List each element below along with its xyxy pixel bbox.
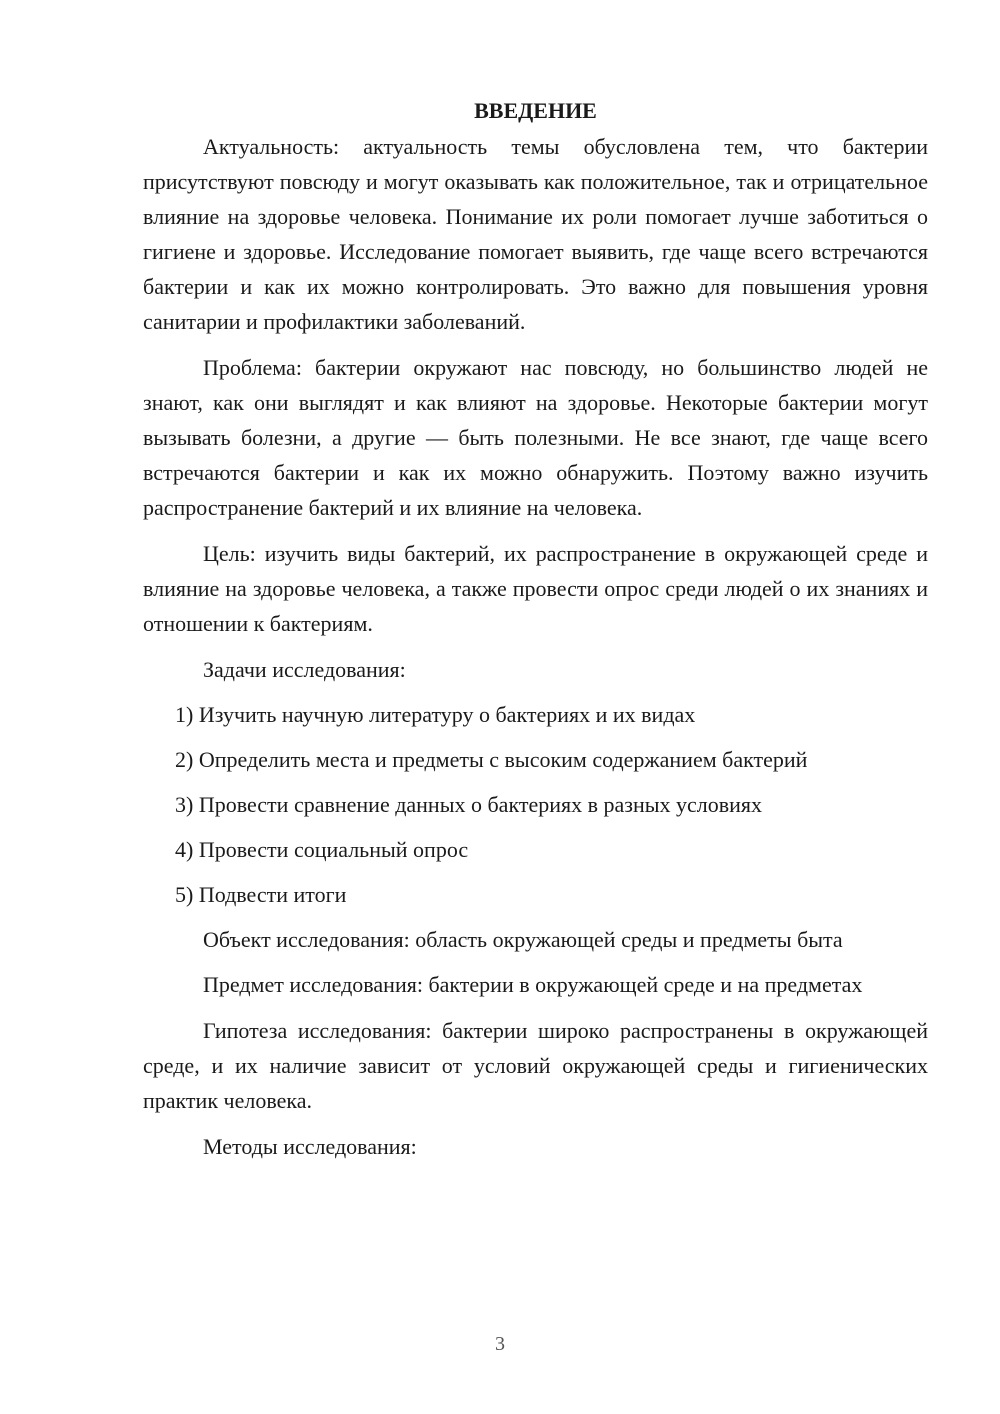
task-item: 1) Изучить научную литературу о бактериях и их видах bbox=[175, 702, 696, 727]
object-line: Объект исследования: область окружающей среды и предметы быта bbox=[203, 927, 843, 952]
hypothesis-paragraph: Гипотеза исследования: бактерии широко распространены в окружающей среде, и их наличие зависит от условий окружающей среды и гигиенических практик человека. bbox=[143, 1018, 928, 1113]
task-item: 2) Определить места и предметы с высоким содержанием бактерий bbox=[175, 747, 808, 772]
page-number: 3 bbox=[495, 1333, 505, 1355]
document-page bbox=[143, 93, 928, 1174]
subject-paragraph: Предмет исследования: бактерии в окружающей среде и на предметах bbox=[203, 972, 863, 997]
task-item: 5) Подвести итоги bbox=[175, 882, 347, 907]
task-item: 3) Провести сравнение данных о бактериях в разных условиях bbox=[175, 792, 763, 817]
task-item: 4) Провести социальный опрос bbox=[175, 837, 469, 862]
tasks-label: Задачи исследования: bbox=[203, 657, 406, 682]
section-heading: ВВЕДЕНИЕ bbox=[474, 98, 597, 123]
problem-paragraph: Проблема: бактерии окружают нас повсюду, но большинство людей не знают, как они выглядят и как влияют на здоровье. Некоторые бактерии могут вызывать болезни, а другие — быть полезными. Не все знают, где чаще всего встречаются бактерии и как их можно обнаружить. Поэтому важно изучить распространение бактерий и их влияние на человека. bbox=[143, 355, 928, 520]
methods-label: Методы исследования: bbox=[203, 1134, 417, 1159]
relevance-paragraph: Актуальность: актуальность темы обусловлена тем, что бактерии присутствуют повсюду и могут оказывать как положительное, так и отрицательное влияние на здоровье человека. Понимание их роли помогает лучше заботиться о гигиене и здоровье. Исследование помогает выявить, где чаще всего встречаются бактерии и как их можно контролировать. Это важно для повышения уровня санитарии и профилактики заболеваний. bbox=[143, 134, 928, 334]
tasks-list bbox=[143, 697, 928, 912]
goal-paragraph: Цель: изучить виды бактерий, их распространение в окружающей среде и влияние на здоровье человека, а также провести опрос среди людей о их знаниях и отношении к бактериям. bbox=[143, 541, 928, 636]
